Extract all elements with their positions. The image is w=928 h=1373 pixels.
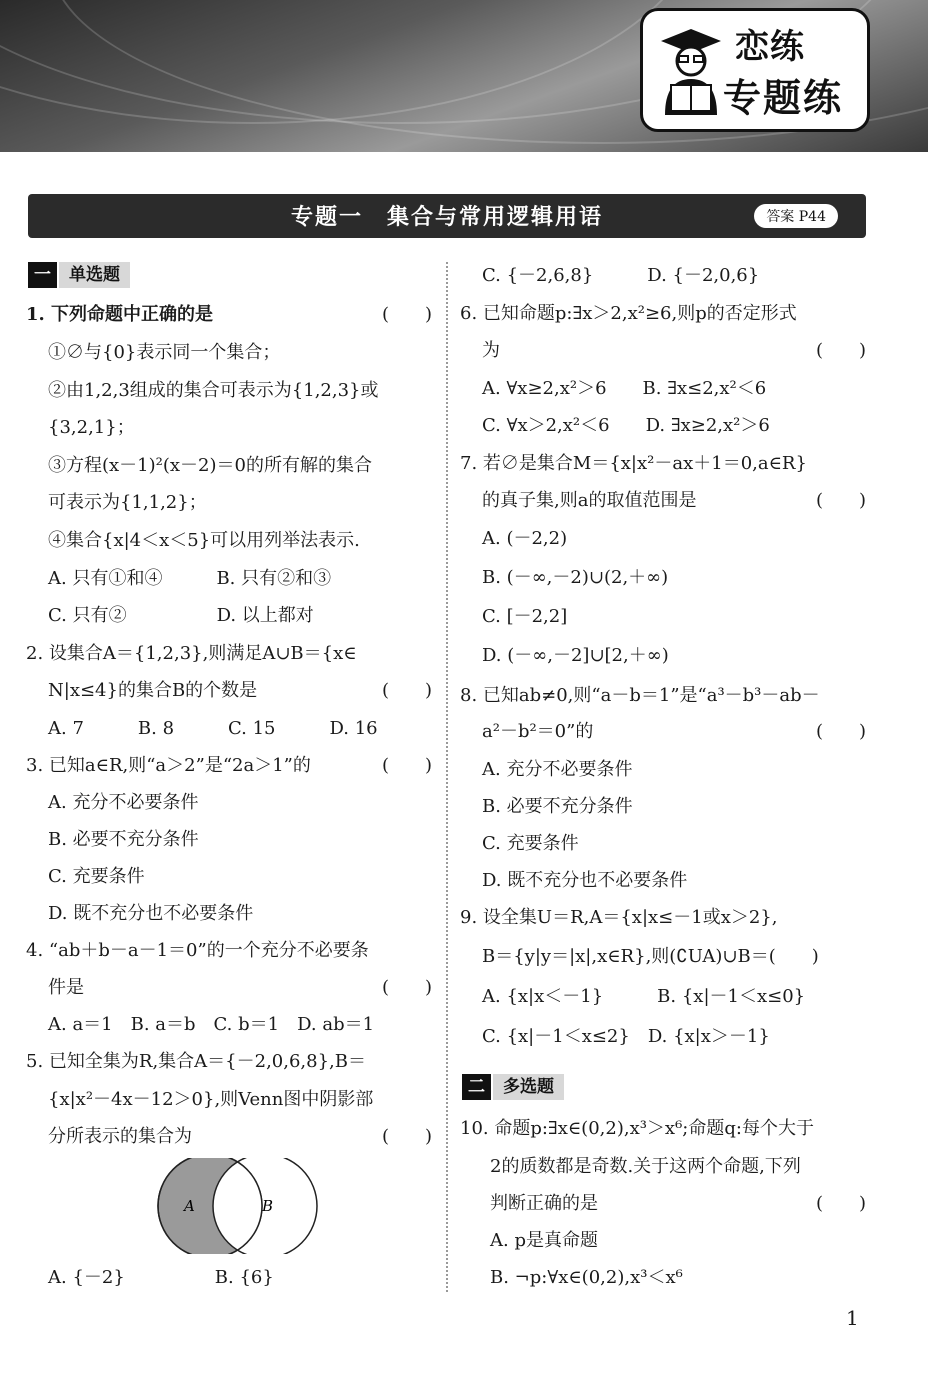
question-line: 2. 设集合A＝{1,2,3},则满足A∪B＝{x∈ — [26, 643, 357, 664]
question-line: {3,2,1}； — [48, 417, 135, 438]
page-title: 专题一 集合与常用逻辑用语 — [290, 205, 603, 230]
topic-title-bar — [28, 194, 866, 238]
answer-option: A. (－2,2) — [482, 528, 568, 549]
answer-option: B. 必要不充分条件 — [482, 796, 633, 817]
question-line: 可表示为{1,1,2}； — [48, 492, 207, 513]
section-label: 单选题 — [59, 262, 130, 288]
question-line: 8. 已知ab≠0,则“a－b＝1”是“a³－b³－ab－ — [460, 685, 820, 706]
answer-option: A. 充分不必要条件 — [482, 759, 633, 780]
answer-option: B. ¬p:∀x∈(0,2),x³＜x⁶ — [490, 1267, 683, 1288]
answer-bracket: ( ) — [815, 1193, 866, 1214]
answer-bracket: ( ) — [381, 1126, 432, 1147]
answer-option: A. {－2} B. {6} — [48, 1267, 274, 1288]
page-number: 1 — [846, 1306, 859, 1330]
question-line: 件是 ( ) — [48, 977, 432, 998]
answer-option: C. {x|－1＜x≤2} D. {x|x＞－1} — [482, 1026, 770, 1047]
answer-option: D. 既不充分也不必要条件 — [48, 903, 254, 924]
answer-option: C. {－2,6,8} D. {－2,0,6} — [482, 265, 760, 286]
section-number: 二 — [462, 1074, 491, 1100]
answer-bracket: ( ) — [381, 680, 432, 701]
logo-line2: 专题练 — [723, 76, 844, 120]
question-line: 的真子集,则a的取值范围是 ( ) — [482, 490, 866, 511]
question-line: 分所表示的集合为 ( ) — [48, 1126, 432, 1147]
question-line: a²－b²＝0”的 ( ) — [482, 721, 866, 742]
answer-bracket: ( ) — [381, 304, 432, 325]
answer-option: D. 既不充分也不必要条件 — [482, 870, 688, 891]
answer-option: C. ∀x＞2,x²＜6 D. ∃x≥2,x²＞6 — [482, 415, 770, 436]
section-number: 一 — [28, 262, 57, 288]
question-line: 3. 已知a∈R,则“a＞2”是“2a＞1”的 ( ) — [26, 755, 432, 776]
answer-option: A. p是真命题 — [490, 1230, 598, 1251]
answer-bracket: ( ) — [815, 490, 866, 511]
venn-label-b: B — [262, 1197, 274, 1215]
answer-option: C. [－2,2] — [482, 606, 568, 627]
answer-option: A. 7 B. 8 C. 15 D. 16 — [48, 718, 378, 739]
answer-option: A. 只有①和④ B. 只有②和③ — [48, 568, 332, 589]
question-line: ①∅与{0}表示同一个集合； — [48, 342, 281, 363]
answer-bracket: ( ) — [815, 721, 866, 742]
header-banner — [0, 0, 928, 152]
answer-option: A. 充分不必要条件 — [48, 792, 199, 813]
question-line: 7. 若∅是集合M＝{x|x²－ax＋1＝0,a∈R} — [460, 453, 807, 474]
brand-logo — [640, 8, 870, 132]
question-line: 6. 已知命题p:∃x＞2,x²≥6,则p的否定形式 — [460, 303, 797, 324]
answer-option: C. 只有② D. 以上都对 — [48, 605, 314, 626]
venn-label-a: A — [184, 1197, 195, 1215]
question-line: {x|x²－4x－12＞0},则Venn图中阴影部 — [48, 1089, 374, 1110]
answer-option: C. 充要条件 — [48, 866, 145, 887]
answer-reference-badge: 答案 P44 — [754, 204, 838, 228]
answer-bracket: ( ) — [381, 755, 432, 776]
answer-option: C. 充要条件 — [482, 833, 579, 854]
column-divider — [446, 262, 448, 1292]
answer-option: B. 必要不充分条件 — [48, 829, 199, 850]
question-line: ②由1,2,3组成的集合可表示为{1,2,3}或 — [48, 380, 379, 401]
answer-bracket: ( ) — [381, 977, 432, 998]
student-reading-icon — [657, 27, 725, 117]
logo-line1: 恋练 — [735, 27, 805, 67]
answer-option: A. {x|x＜－1} B. {x|－1＜x≤0} — [482, 986, 806, 1007]
question-line: ③方程(x－1)²(x－2)＝0的所有解的集合 — [48, 455, 372, 476]
question-line: 9. 设全集U＝R,A＝{x|x≤－1或x＞2}, — [460, 907, 778, 928]
answer-option: D. (－∞,－2]∪[2,＋∞) — [482, 645, 669, 666]
question-line: B＝{y|y＝|x|,x∈R},则(∁UA)∪B＝( ) — [482, 946, 819, 967]
answer-option: A. ∀x≥2,x²＞6 B. ∃x≤2,x²＜6 — [482, 378, 767, 399]
answer-option: A. a＝1 B. a＝b C. b＝1 D. ab＝1 — [48, 1014, 375, 1035]
question-line: 为 ( ) — [482, 340, 866, 361]
section-single-choice — [28, 262, 130, 288]
question-line: 判断正确的是 ( ) — [490, 1193, 866, 1214]
question-line: 5. 已知全集为R,集合A＝{－2,0,6,8},B＝ — [26, 1051, 366, 1072]
question-line: N|x≤4}的集合B的个数是 ( ) — [48, 680, 432, 701]
question-line: ④集合{x|4＜x＜5}可以用列举法表示. — [48, 530, 360, 551]
question-line: 1. 下列命题中正确的是 ( ) — [26, 304, 432, 325]
section-label: 多选题 — [493, 1074, 564, 1100]
question-line: 4. “ab＋b－a－1＝0”的一个充分不必要条 — [26, 940, 369, 961]
question-line: 2的质数都是奇数.关于这两个命题,下列 — [490, 1156, 801, 1177]
answer-bracket: ( ) — [815, 340, 866, 361]
question-line: 10. 命题p:∃x∈(0,2),x³＞x⁶;命题q:每个大于 — [460, 1118, 814, 1139]
section-multiple-choice — [462, 1074, 564, 1100]
venn-diagram — [150, 1158, 325, 1254]
answer-option: B. (－∞,－2)∪(2,＋∞) — [482, 567, 669, 588]
